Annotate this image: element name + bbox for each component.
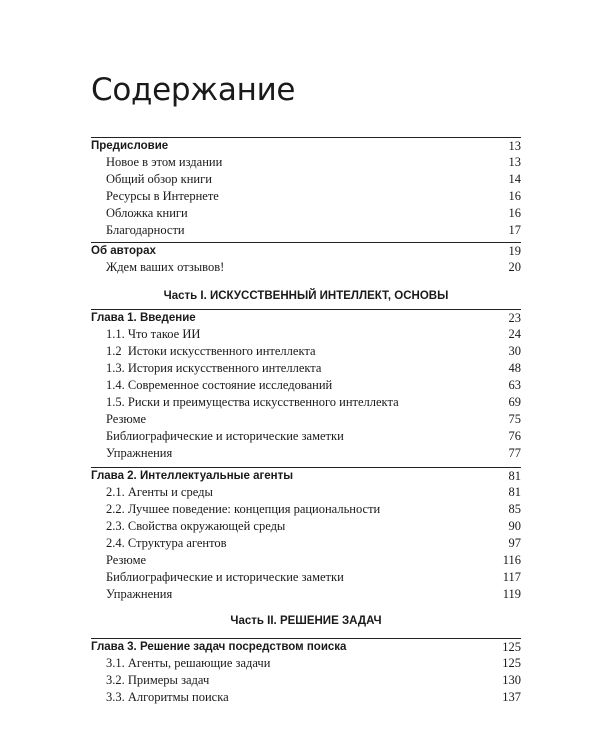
- toc-entry-title: 1.2 Истоки искусственного интеллекта: [106, 344, 316, 358]
- toc-entry-title: Ждем ваших отзывов!: [106, 260, 225, 274]
- toc-entry: [91, 411, 521, 428]
- toc-heading-title: Глава 3. Решение задач посредством поиска: [91, 641, 347, 653]
- toc-page-number: 13: [508, 155, 521, 169]
- toc-page-number: 14: [508, 172, 521, 186]
- toc-entry: [91, 222, 521, 239]
- toc-page-number: 16: [508, 206, 521, 220]
- toc-entry: [91, 377, 521, 394]
- toc-page-number: 23: [508, 311, 521, 325]
- toc-entry-title: Упражнения: [106, 446, 173, 460]
- toc-chapter-2: [91, 467, 521, 485]
- toc-page-number: 19: [508, 244, 521, 258]
- toc-page-number: 125: [502, 640, 521, 654]
- toc-page-number: 16: [508, 189, 521, 203]
- toc-page-number: 48: [508, 361, 521, 375]
- toc-page-number: 85: [508, 502, 521, 516]
- toc-chapter-1: [91, 309, 521, 327]
- toc-page-number: 130: [502, 673, 521, 687]
- toc-entry-title: 1.5. Риски и преимущества искусственного интеллекта: [106, 395, 399, 409]
- toc-entry: [91, 569, 521, 586]
- toc-entry-title: Упражнения: [106, 587, 173, 601]
- toc-entry: [91, 205, 521, 222]
- toc-entry-title: 1.3. История искусственного интеллекта: [106, 361, 322, 375]
- toc-entry-title: 2.2. Лучшее поведение: концепция рациональности: [106, 502, 381, 516]
- toc-entry-title: 3.2. Примеры задач: [106, 673, 210, 687]
- toc-page-number: 125: [502, 656, 521, 670]
- toc-entry: [91, 672, 521, 689]
- toc-page-number: 76: [508, 429, 521, 443]
- toc-page-number: 137: [502, 690, 521, 704]
- toc-page-number: 13: [508, 139, 521, 153]
- toc-page-number: 81: [508, 485, 521, 499]
- toc-entry: [91, 360, 521, 377]
- toc-page-number: 116: [502, 553, 521, 567]
- toc-entry: [91, 394, 521, 411]
- toc-entry-title: 3.3. Алгоритмы поиска: [106, 690, 229, 704]
- toc-entry: [91, 535, 521, 552]
- toc-entry-title: 2.3. Свойства окружающей среды: [106, 519, 286, 533]
- part-title: Часть II. РЕШЕНИЕ ЗАДАЧ: [230, 615, 382, 627]
- toc-entry-title: Обложка книги: [106, 206, 188, 220]
- toc-entry-title: Библиографические и исторические заметки: [106, 570, 344, 584]
- toc-entry-title: 1.1. Что такое ИИ: [106, 327, 201, 341]
- toc-entry: [91, 655, 521, 672]
- toc-section-authors: [91, 242, 521, 260]
- toc-section-preface: [91, 137, 521, 155]
- toc-page-number: 69: [508, 395, 521, 409]
- toc-chapter-3: [91, 638, 521, 656]
- toc-entry: [91, 188, 521, 205]
- toc-entry: [91, 501, 521, 518]
- toc-heading-title: Об авторах: [91, 245, 156, 257]
- toc-entry: [91, 154, 521, 171]
- toc-heading-title: Предисловие: [91, 140, 169, 152]
- toc-heading-title: Глава 2. Интеллектуальные агенты: [91, 470, 294, 482]
- toc-page-number: 30: [508, 344, 521, 358]
- toc-entry: [91, 326, 521, 343]
- toc-page-number: 20: [508, 260, 521, 274]
- toc-page-number: 97: [508, 536, 521, 550]
- toc-page-number: 119: [502, 587, 521, 601]
- toc-entry: [91, 171, 521, 188]
- toc-entry-title: Резюме: [106, 412, 147, 426]
- toc-entry-title: Новое в этом издании: [106, 155, 223, 169]
- toc-entry: [91, 428, 521, 445]
- toc-page-number: 17: [508, 223, 521, 237]
- toc-entry: [91, 259, 521, 276]
- toc-entry: [91, 689, 521, 706]
- toc-entry-title: 2.1. Агенты и среды: [106, 485, 213, 499]
- toc-entry: [91, 518, 521, 535]
- toc-page-number: 117: [502, 570, 521, 584]
- toc-page-number: 90: [508, 519, 521, 533]
- toc-page-number: 63: [508, 378, 521, 392]
- toc-entry-title: 3.1. Агенты, решающие задачи: [106, 656, 271, 670]
- toc-entry-title: Библиографические и исторические заметки: [106, 429, 344, 443]
- page-title: Содержание: [91, 72, 296, 108]
- toc-entry: [91, 484, 521, 501]
- toc-page-number: 75: [508, 412, 521, 426]
- toc-page-number: 77: [508, 446, 521, 460]
- toc-entry-title: Резюме: [106, 553, 147, 567]
- toc-entry: [91, 552, 521, 569]
- toc-entry-title: Благодарности: [106, 223, 185, 237]
- toc-entry: [91, 343, 521, 360]
- toc-entry-title: Общий обзор книги: [106, 172, 212, 186]
- toc-heading-title: Глава 1. Введение: [91, 312, 196, 324]
- toc-entry-title: 2.4. Структура агентов: [106, 536, 227, 550]
- toc-entry-title: Ресурсы в Интернете: [106, 189, 219, 203]
- part-title: Часть I. ИСКУССТВЕННЫЙ ИНТЕЛЛЕКТ, ОСНОВЫ: [163, 290, 449, 302]
- toc-page-number: 81: [508, 469, 521, 483]
- toc-entry: [91, 445, 521, 462]
- toc-entry-title: 1.4. Современное состояние исследований: [106, 378, 333, 392]
- toc-entry: [91, 586, 521, 603]
- toc-page-number: 24: [508, 327, 521, 341]
